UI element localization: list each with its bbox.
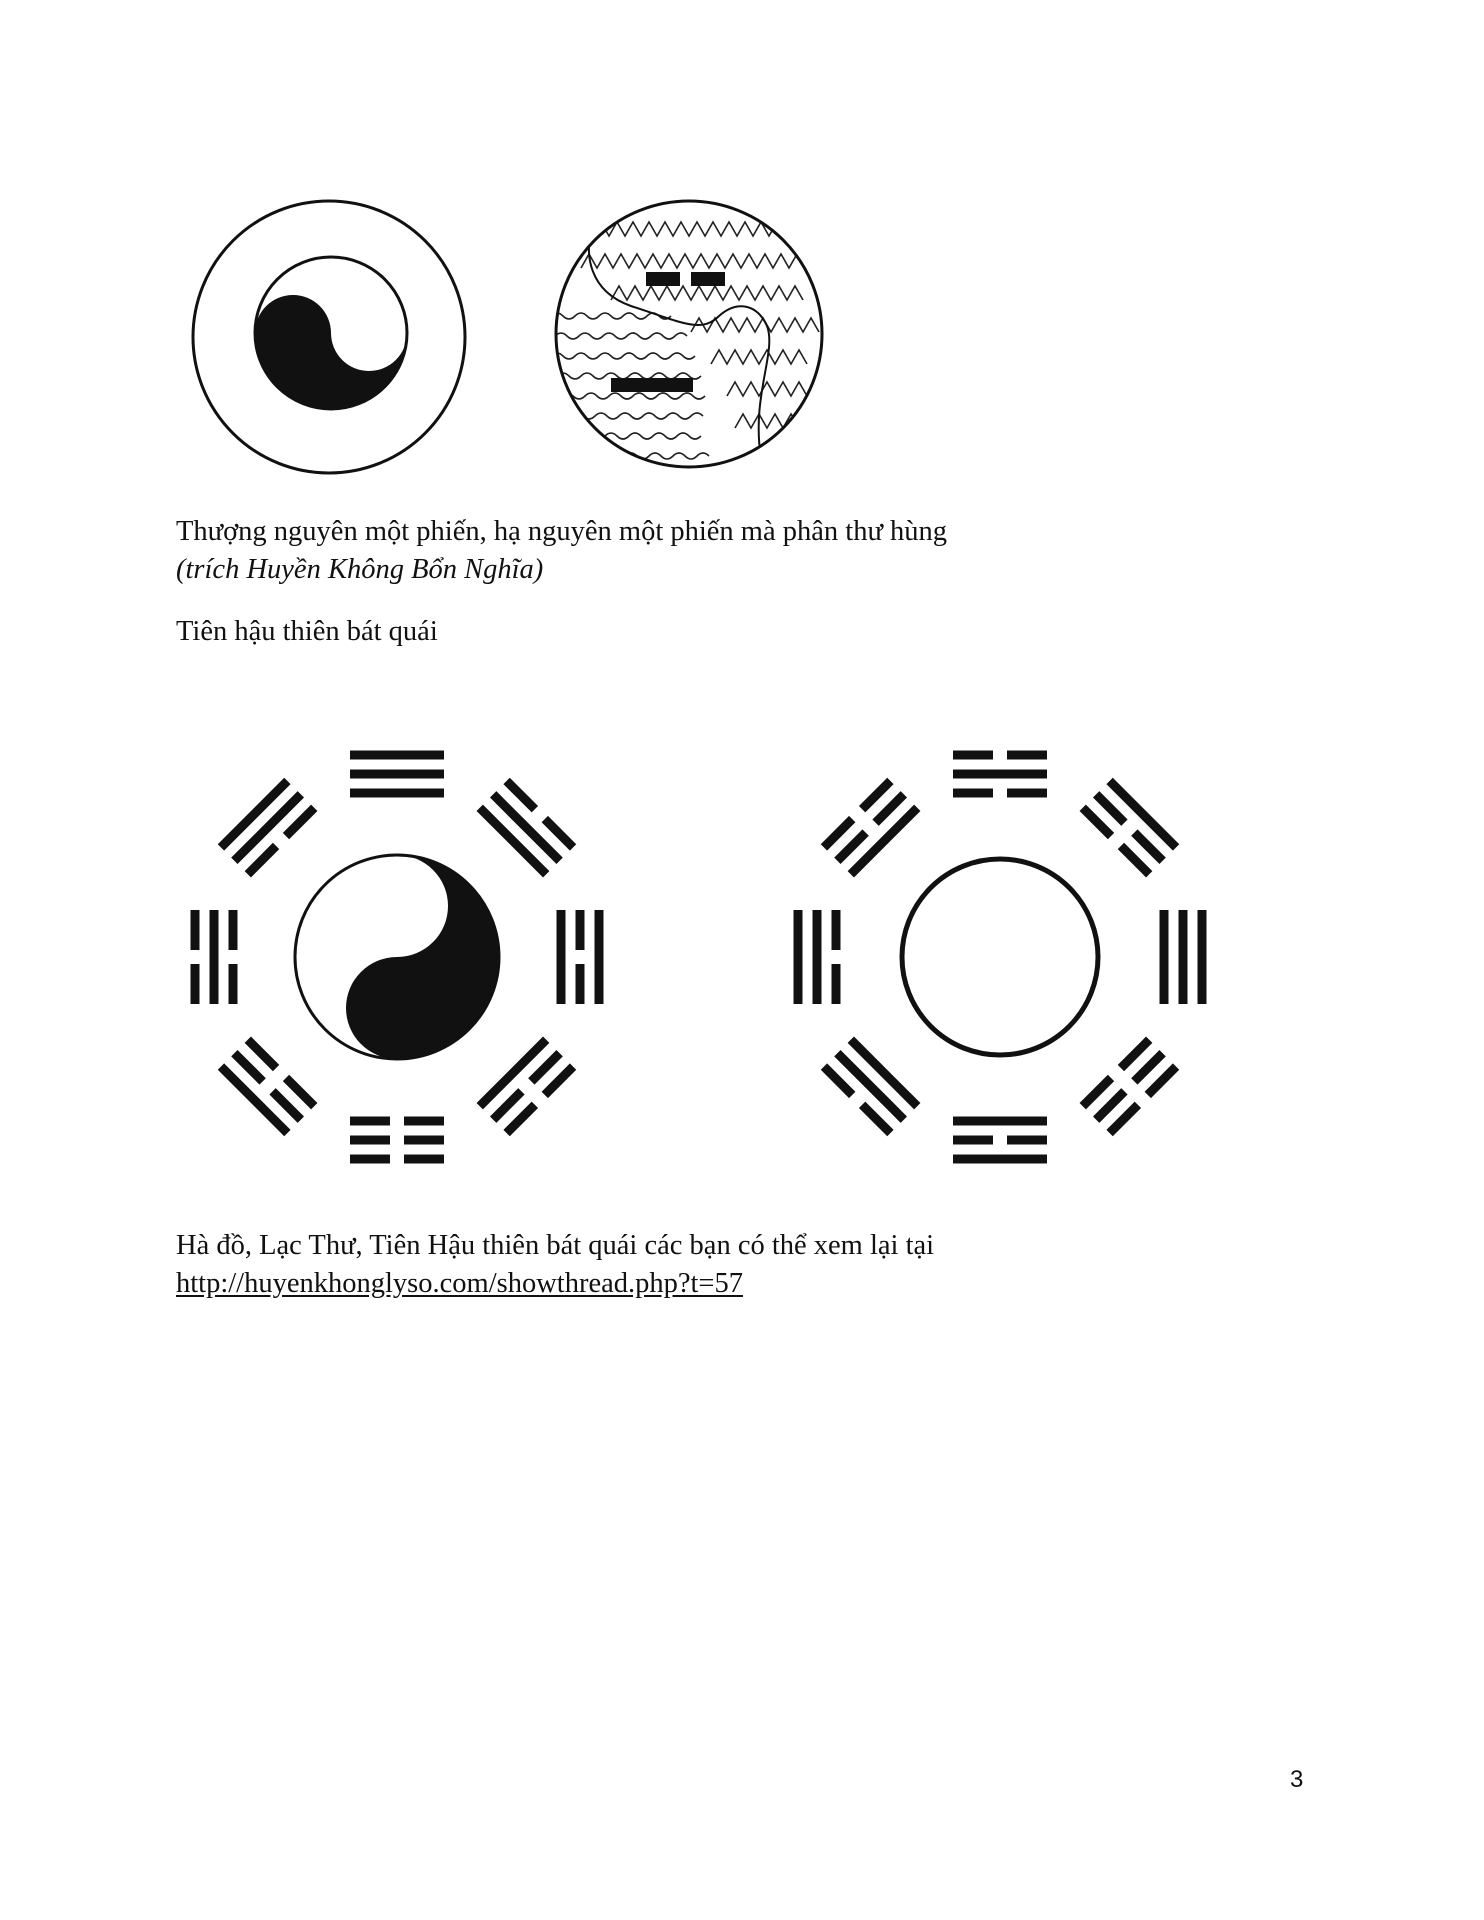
yin-line (191, 910, 200, 950)
yin-line (350, 1155, 390, 1164)
yin-line (953, 751, 993, 760)
center-circle (902, 859, 1098, 1055)
trigram (477, 778, 577, 878)
section-heading: Tiên hậu thiên bát quái (176, 616, 438, 647)
yang-line (953, 1117, 1047, 1126)
yang-line (953, 1155, 1047, 1164)
trigram (1080, 778, 1180, 878)
mountain-water-taiji-figure (551, 196, 827, 472)
yang-line (595, 910, 604, 1004)
trigram (218, 778, 318, 878)
trigram (350, 751, 444, 798)
reference-link[interactable]: http://huyenkhonglyso.com/showthread.php?t=57 (176, 1268, 744, 1299)
yin-line (404, 1155, 444, 1164)
yin-line (832, 910, 841, 950)
trigram (821, 778, 921, 878)
yang-line (1179, 910, 1188, 1004)
trigram (350, 1117, 444, 1164)
trigram (953, 1117, 1047, 1164)
later-heaven-bagua-figure (780, 735, 1220, 1175)
yang-line (953, 770, 1047, 779)
trigram (477, 1037, 577, 1137)
yin-line (576, 964, 585, 1004)
trigram (1080, 1037, 1180, 1137)
yang-line (210, 910, 219, 1004)
yin-line (404, 1117, 444, 1126)
yin-line (229, 910, 238, 950)
yin-yang-icon (255, 257, 407, 409)
yang-line (794, 910, 803, 1004)
trigram (1160, 910, 1207, 1004)
figure-caption-source: (trích Huyền Không Bổn Nghĩa) (176, 554, 544, 585)
early-heaven-bagua-figure (172, 735, 612, 1175)
yin-line (1007, 751, 1047, 760)
yin-yang-circle-figure (188, 196, 470, 478)
yin-line (953, 789, 993, 798)
yang-line (1160, 910, 1169, 1004)
yang-line (813, 910, 822, 1004)
yin-line (229, 964, 238, 1004)
trigram (794, 910, 841, 1004)
yang-line (557, 910, 566, 1004)
yin-line (576, 910, 585, 950)
yin-line (1007, 789, 1047, 798)
yang-line (350, 751, 444, 760)
yin-line (832, 964, 841, 1004)
yang-line (350, 770, 444, 779)
trigram (218, 1037, 318, 1137)
page-number: 3 (1290, 1766, 1304, 1793)
yin-line (953, 1136, 993, 1145)
trigram (557, 910, 604, 1004)
yin-line (404, 1136, 444, 1145)
yin-line (350, 1117, 390, 1126)
yin-line (191, 964, 200, 1004)
yin-line (1007, 1136, 1047, 1145)
trigram (953, 751, 1047, 798)
reference-paragraph: Hà đồ, Lạc Thư, Tiên Hậu thiên bát quái các bạn có thể xem lại tại (176, 1230, 935, 1261)
trigram (191, 910, 238, 1004)
trigram (821, 1037, 921, 1137)
figure-caption: Thượng nguyên một phiến, hạ nguyên một phiến mà phân thư hùng (176, 516, 948, 547)
yang-line (1198, 910, 1207, 1004)
yin-line (350, 1136, 390, 1145)
yang-line (350, 789, 444, 798)
yin-yang-icon (295, 855, 499, 1059)
